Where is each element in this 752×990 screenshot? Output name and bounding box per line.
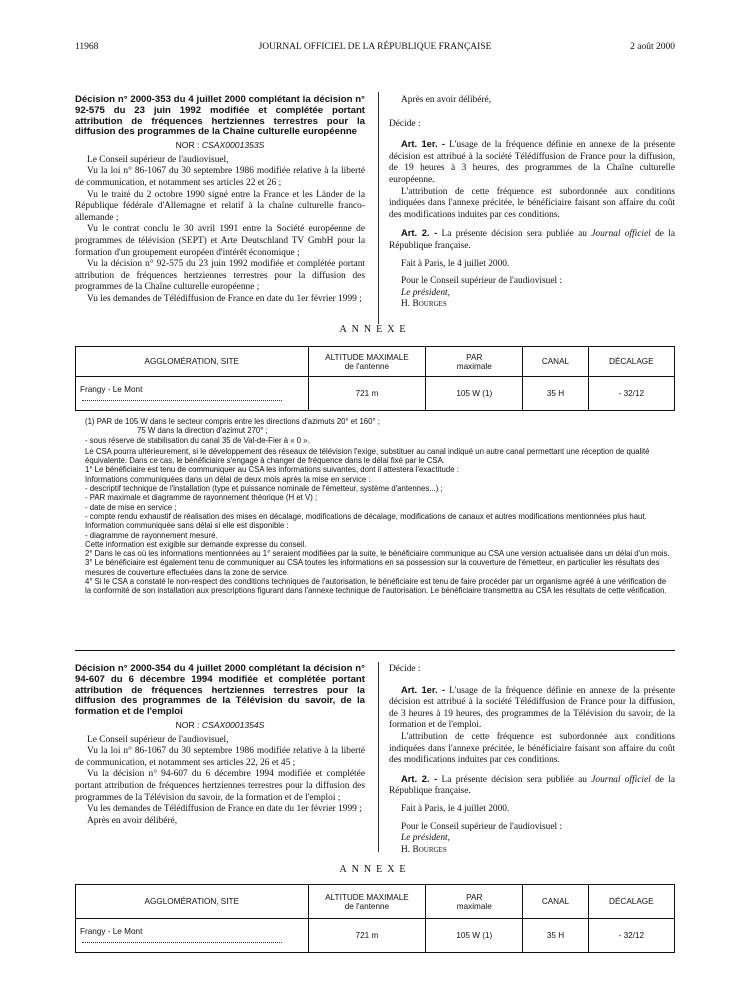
note-line: 3° Le bénéficiaire est également tenu de communiquer au CSA toutes les informations en sa possession sur la couverture de l'émetteur, en particulier les résultats des mesures de couverture effectuées dans la zone de service. — [85, 558, 660, 577]
page-header — [75, 42, 675, 56]
decision1-para: Vu la décision n° 92-575 du 23 juin 1992 modifiée et complétée portant attribution de fréquences hertziennes terrestres pour la diffusion des programmes de la Chaîne culturelle européenne ; — [75, 259, 365, 293]
decision2-decide: Décide : — [389, 664, 421, 674]
table-header-row — [76, 347, 675, 377]
header-decalage: DÉCALAGE — [588, 347, 674, 377]
note-line: 1° Le bénéficiaire est tenu de communiquer au CSA les informations suivantes, dont il attestera l'exactitude : — [85, 465, 459, 475]
decision1-right-column — [389, 95, 675, 311]
decision2-art2: Art. 2. - La présente décision sera publiée au Journal officiel de la République française. — [389, 772, 676, 797]
header-altitude: ALTITUDE MAXIMALE de l'antenne — [308, 347, 426, 377]
cell-par: 105 W (1) — [426, 377, 523, 411]
note-line: Information communiquée sans délai si elle est disponible : — [85, 521, 289, 531]
decision1-sig-role: Le président, — [401, 287, 450, 298]
decision2-para: Vu la décision n° 94-607 du 6 décembre 1994 modifiée et complétée portant attribution de fréquences hertziennes terrestres pour la diffusion des programmes de la Télévision du savoir, de la formation et de l'emploi ; — [75, 769, 365, 803]
header-site: AGGLOMÉRATION, SITE — [76, 885, 309, 919]
decision1-sig-pour: Pour le Conseil supérieur de l'audiovisuel : — [401, 276, 563, 287]
cell-decalage: - 32/12 — [588, 919, 674, 953]
decision1-apres: Après en avoir délibéré, — [401, 95, 492, 105]
note-line: 4° Si le CSA a constaté le non-respect des conditions techniques de l'autorisation, le bénéficiaire est tenu de faire procéder par un organisme agréé à une vérification de la conformité de son installation aux prescriptions figurant dans l'annexe technique de l'autorisation. Le bénéficiaire transmettra au CSA les résultats de cette vérification. — [85, 577, 667, 596]
decision2-right-column — [389, 664, 675, 856]
decision2-left-column — [75, 664, 365, 827]
decision2-title: Décision n° 2000-354 du 4 juillet 2000 complétant la décision n° 94-607 du 6 décembre 1994 modifiée et complétée portant attribution de fréquences hertziennes terrestres pour la diffusion des programmes de la Télévision du savoir, de la formation et de l'emploi — [75, 663, 365, 718]
note-line: Le CSA pourra ultérieurement, si le développement des réseaux de télévision l'exige, substituer au canal indiqué un autre canal permettant une réception de qualité équivalente. Dans ce cas, le bénéficiaire s'engage à changer de fréquence dans le délai fixé par le CSA. — [85, 446, 650, 466]
note-line: - sous réserve de stabilisation du canal 35 de Val-de-Fier à « 0 ». — [85, 435, 310, 445]
annexe2-title: ANNEXE — [339, 864, 411, 875]
decision2-para: Vu les demandes de Télédiffusion de France en date du 1er février 1999 ; — [87, 804, 362, 815]
decision1-sig-name: H. Bourges — [401, 299, 447, 310]
note-line: Cette information est exigible sur demande expresse du conseil. — [85, 539, 307, 549]
decision2-sig-role: Le président, — [401, 833, 450, 844]
header-site: AGGLOMÉRATION, SITE — [76, 347, 309, 377]
note-line: - PAR maximale et diagramme de rayonnement théorique (H et V) ; — [85, 493, 318, 503]
decision1-para: Vu le contrat conclu le 30 avril 1991 entre la Société européenne de programmes de télévision (SEPT) et Arte Deutschland TV GmbH pour la formation d'un groupement européen d'intérêt économique ; — [75, 224, 365, 258]
decision2-sig-name: H. Bourges — [401, 844, 447, 855]
annexe2-table — [75, 884, 675, 953]
cell-altitude: 721 m — [308, 919, 426, 953]
decision1-left-column — [75, 95, 365, 306]
note-line: 75 W dans la direction d'azimut 270° ; — [137, 426, 268, 436]
table-row — [76, 377, 675, 411]
decision1-art1-p2: L'attribution de cette fréquence est subordonnée aux conditions indiquées dans l'annexe précitée, le bénéficiaire faisant son affaire du coût des modifications induites par ces conditions. — [389, 186, 675, 220]
decision1-art1: Art. 1er. - L'usage de la fréquence définie en annexe de la présente décision est attribué à la société Télédiffusion de France pour la diffusion, de 19 heures à 3 heures, des programmes de la Chaîne culturelle européenne. — [389, 138, 676, 185]
journal-title: JOURNAL OFFICIEL DE LA RÉPUBLIQUE FRANÇAISE — [258, 42, 492, 52]
note-line: - compte rendu exhaustif de réalisation des mises en décalage, modifications de décalage, modifications de canaux et autres modifications mentionnées plus haut. — [85, 511, 647, 521]
decision2-nor: NOR : CSAX0001354S — [175, 719, 265, 730]
header-canal: CANAL — [523, 885, 588, 919]
cell-site: Frangy - Le Mont — [76, 919, 309, 953]
cell-canal: 35 H — [523, 919, 588, 953]
column-separator — [378, 662, 379, 852]
decision2-sig-pour: Pour le Conseil supérieur de l'audiovisuel : — [401, 821, 563, 832]
header-par: PAR maximale — [426, 347, 523, 377]
header-altitude: ALTITUDE MAXIMALE de l'antenne — [308, 885, 426, 919]
header-canal: CANAL — [523, 347, 588, 377]
decision1-decide: Décide : — [389, 118, 421, 129]
note-line: Informations communiquées dans un délai de deux mois après la mise en service : — [85, 474, 371, 484]
leader-dots — [82, 936, 282, 943]
note-line: - diagramme de rayonnement mesuré. — [85, 530, 218, 540]
decision2-art1-p2: L'attribution de cette fréquence est subordonnée aux conditions indiquées dans l'annexe précitée, le bénéficiaire faisant son affaire du coût des modifications induites par ces conditions. — [389, 731, 675, 766]
decision2-para: Vu la loi n° 86-1067 du 30 septembre 1986 modifiée relative à la liberté de communication, et notamment ses articles 22, 26 et 45 ; — [75, 746, 365, 768]
decision2-para: Après en avoir délibéré, — [87, 815, 178, 826]
page-number: 11968 — [75, 42, 99, 52]
note-line: - descriptif technique de l'installation (type et puissance nominale de l'émetteur, système d'antennes...) ; — [85, 484, 443, 494]
cell-site: Frangy - Le Mont — [76, 377, 309, 411]
decision1-art2: Art. 2. - La présente décision sera publiée au Journal officiel de la République française. — [389, 227, 676, 251]
decision1-nor: NOR : CSAX0001353S — [175, 140, 265, 151]
column-separator — [378, 92, 379, 324]
header-decalage: DÉCALAGE — [588, 885, 674, 919]
annexe1-title: ANNEXE — [339, 324, 411, 335]
annexe1-table — [75, 346, 675, 411]
decision1-para: Vu les demandes de Télédiffusion de France en date du 1er février 1999 ; — [87, 293, 362, 304]
decision1-para: Vu la loi n° 86-1067 du 30 septembre 1986 modifiée relative à la liberté de communication, et notamment ses articles 22 et 26 ; — [75, 166, 365, 188]
decision1-para: Le Conseil supérieur de l'audiovisuel, — [87, 154, 229, 165]
section-divider — [75, 650, 675, 651]
table-row — [76, 919, 675, 953]
header-par: PAR maximale — [426, 885, 523, 919]
note-line: - date de mise en service ; — [85, 502, 177, 512]
decision2-para: Le Conseil supérieur de l'audiovisuel, — [87, 734, 229, 745]
issue-date: 2 août 2000 — [630, 42, 675, 52]
decision1-title: Décision n° 2000-353 du 4 juillet 2000 complétant la décision n° 92-575 du 23 juin 1992 modifiée et complétée portant attribution de fréquences hertziennes terrestres pour la diffusion des programmes de la Chaîne culturelle européenne — [75, 94, 365, 138]
leader-dots — [82, 394, 282, 401]
cell-altitude: 721 m — [308, 377, 426, 411]
decision2-art1: Art. 1er. - L'usage de la fréquence définie en annexe de la présente décision est attribué à la société Télédiffusion de France pour la diffusion, de 3 heures à 19 heures, des programmes de la Télévision du savoir, de la formation et de l'emploi. — [389, 683, 676, 731]
annexe1-notes — [85, 417, 671, 596]
table-header-row — [76, 885, 675, 919]
cell-decalage: - 32/12 — [588, 377, 674, 411]
cell-par: 105 W (1) — [426, 919, 523, 953]
decision2-fait: Fait à Paris, le 4 juillet 2000. — [401, 803, 510, 814]
cell-canal: 35 H — [523, 377, 588, 411]
note-line: 2° Dans le cas où les informations mentionnées au 1° seraient modifiées par la suite, le bénéficiaire communique au CSA une version actualisée dans un délai d'un mois. — [85, 549, 670, 559]
note-line: (1) PAR de 105 W dans le secteur compris entre les directions d'azimuts 20° et 160° ; — [85, 417, 380, 426]
decision1-fait: Fait à Paris, le 4 juillet 2000. — [401, 258, 510, 269]
decision1-para: Vu le traité du 2 octobre 1990 signé entre la France et les Länder de la République fédérale d'Allemagne et relatif à la chaîne culturelle franco-allemande ; — [75, 189, 365, 223]
